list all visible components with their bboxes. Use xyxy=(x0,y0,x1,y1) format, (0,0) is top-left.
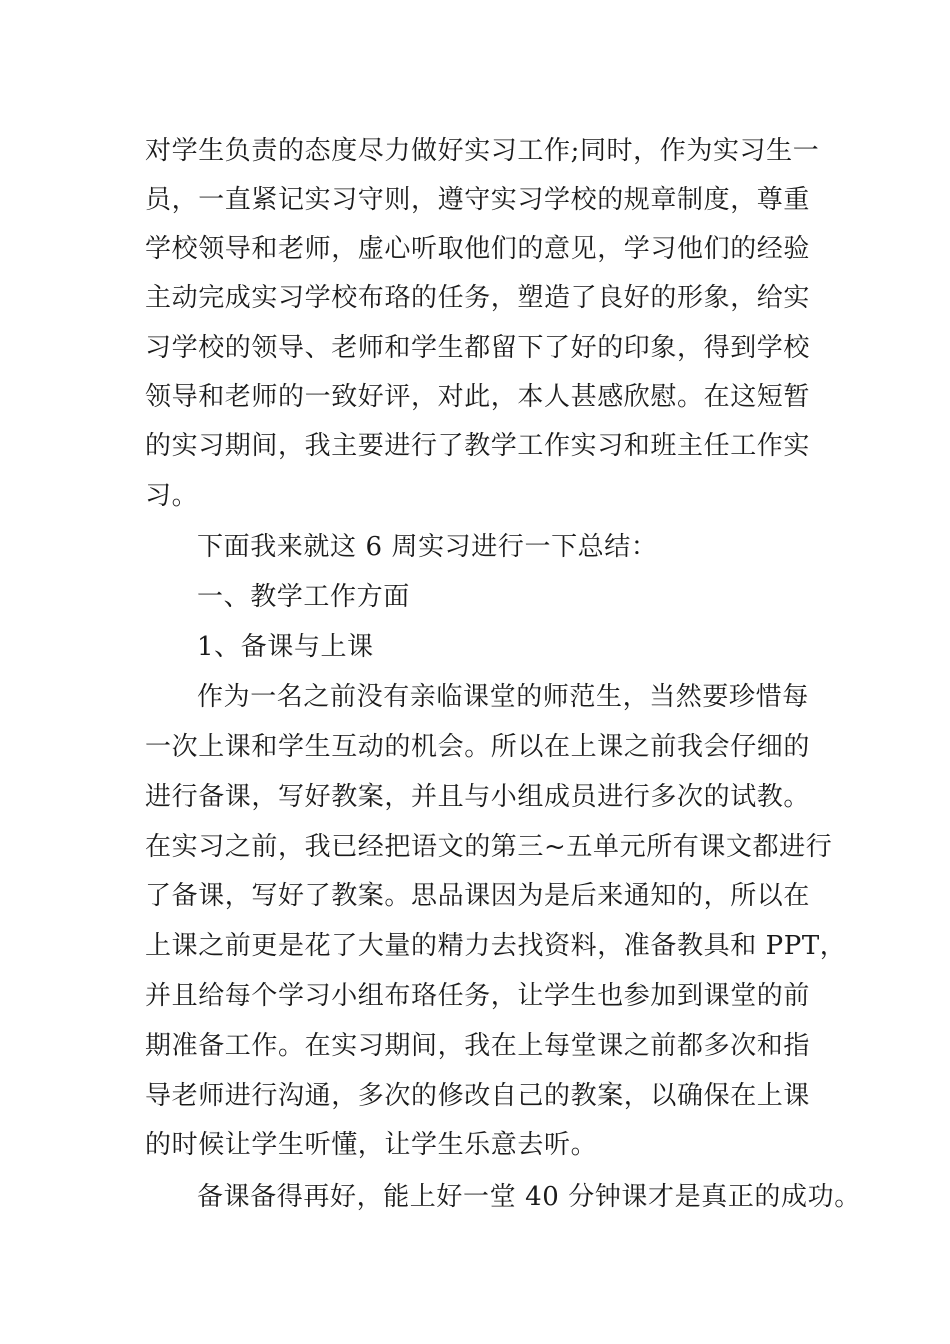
paragraph-line: 下面我来就这 6 周实习进行一下总结： xyxy=(197,532,658,562)
paragraph-line: 进行备课，写好教案，并且与小组成员进行多次的试教。 xyxy=(145,782,811,812)
paragraph-line: 主动完成实习学校布珞的任务，塑造了良好的形象，给实 xyxy=(145,283,811,313)
subsection-heading: 1、备课与上课 xyxy=(197,632,374,662)
paragraph-line: 的时候让学生听懂，让学生乐意去听。 xyxy=(145,1130,598,1160)
paragraph-line: 期准备工作。在实习期间，我在上每堂课之前都多次和指 xyxy=(145,1031,811,1061)
paragraph-line: 学校领导和老师，虚心听取他们的意见，学习他们的经验 xyxy=(145,234,811,264)
paragraph-line: 并且给每个学习小组布珞任务，让学生也参加到课堂的前 xyxy=(145,981,811,1011)
paragraph-line: 在实习之前，我已经把语文的第三~五单元所有课文都进行 xyxy=(145,832,833,862)
paragraph-line: 习学校的领导、老师和学生都留下了好的印象，得到学校 xyxy=(145,333,811,363)
paragraph-line: 上课之前更是花了大量的精力去找资料，准备教具和 PPT， xyxy=(145,931,847,961)
paragraph-line: 的实习期间，我主要进行了教学工作实习和班主任工作实 xyxy=(145,431,811,461)
paragraph-line: 对学生负责的态度尽力做好实习工作;同时，作为实习生一 xyxy=(145,136,820,166)
paragraph-line: 了备课，写好了教案。思品课因为是后来通知的，所以在 xyxy=(145,881,811,911)
paragraph-line: 作为一名之前没有亲临课堂的师范生，当然要珍惜每 xyxy=(197,682,809,712)
paragraph-line: 备课备得再好，能上好一堂 40 分钟课才是真正的成功。 xyxy=(197,1182,861,1212)
paragraph-line: 员，一直紧记实习守则，遵守实习学校的规章制度，尊重 xyxy=(145,185,811,215)
paragraph-line: 领导和老师的一致好评，对此，本人甚感欣慰。在这短暂 xyxy=(145,382,811,412)
paragraph-line: 一次上课和学生互动的机会。所以在上课之前我会仔细的 xyxy=(145,732,811,762)
paragraph-line: 习。 xyxy=(145,481,199,511)
section-heading: 一、教学工作方面 xyxy=(197,582,410,612)
paragraph-line: 导老师进行沟通，多次的修改自己的教案，以确保在上课 xyxy=(145,1081,811,1111)
